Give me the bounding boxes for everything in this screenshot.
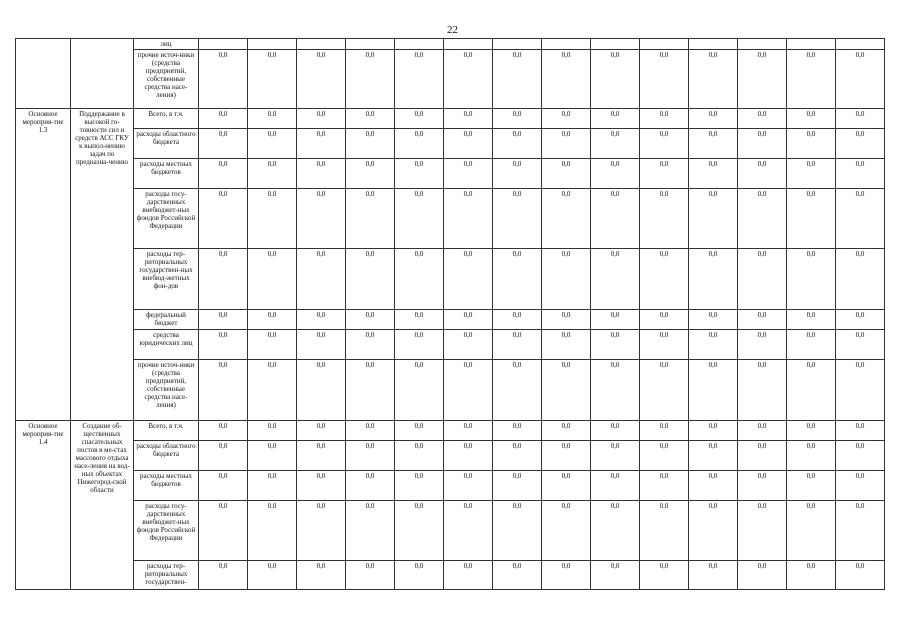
value-cell: 0,0	[395, 360, 444, 421]
value-cell: 0,0	[444, 159, 493, 189]
value-cell: 0,0	[689, 421, 738, 441]
value-cell	[787, 39, 836, 50]
value-cell: 0,0	[836, 561, 885, 590]
value-cell: 0,0	[199, 249, 248, 310]
table-row	[16, 421, 885, 441]
value-cell: 0,0	[493, 189, 542, 249]
value-cell: 0,0	[591, 360, 640, 421]
value-cell: 0,0	[493, 441, 542, 471]
value-cell: 0,0	[297, 109, 346, 129]
value-cell: 0,0	[591, 159, 640, 189]
value-cell: 0,0	[395, 249, 444, 310]
value-cell: 0,0	[836, 441, 885, 471]
value-cell: 0,0	[542, 129, 591, 159]
value-cell: 0,0	[248, 310, 297, 330]
value-cell: 0,0	[248, 50, 297, 109]
value-cell: 0,0	[591, 330, 640, 360]
value-cell: 0,0	[493, 109, 542, 129]
table-row	[16, 501, 885, 561]
value-cell: 0,0	[738, 189, 787, 249]
value-cell: 0,0	[787, 360, 836, 421]
value-cell: 0,0	[738, 330, 787, 360]
funding-source-cell: расходы госу-дарственных внебюджет-ных фондов Российской Федерации	[134, 189, 199, 249]
value-cell: 0,0	[640, 109, 689, 129]
value-cell: 0,0	[346, 471, 395, 501]
table-row	[16, 441, 885, 471]
value-cell: 0,0	[346, 189, 395, 249]
value-cell: 0,0	[591, 501, 640, 561]
value-cell: 0,0	[346, 249, 395, 310]
value-cell: 0,0	[444, 421, 493, 441]
value-cell: 0,0	[248, 360, 297, 421]
value-cell: 0,0	[640, 441, 689, 471]
page-number: 22	[447, 24, 458, 36]
value-cell: 0,0	[640, 471, 689, 501]
value-cell: 0,0	[689, 501, 738, 561]
value-cell: 0,0	[395, 109, 444, 129]
value-cell	[248, 39, 297, 50]
value-cell: 0,0	[836, 360, 885, 421]
value-cell: 0,0	[199, 50, 248, 109]
value-cell: 0,0	[248, 189, 297, 249]
value-cell: 0,0	[346, 159, 395, 189]
value-cell: 0,0	[689, 159, 738, 189]
value-cell: 0,0	[591, 561, 640, 590]
value-cell: 0,0	[248, 501, 297, 561]
funding-source-cell: расходы областного бюджета	[134, 441, 199, 471]
value-cell: 0,0	[542, 421, 591, 441]
value-cell: 0,0	[346, 109, 395, 129]
value-cell: 0,0	[444, 360, 493, 421]
value-cell: 0,0	[199, 421, 248, 441]
value-cell: 0,0	[346, 441, 395, 471]
value-cell: 0,0	[836, 129, 885, 159]
funding-source-cell: расходы местных бюджетов	[134, 471, 199, 501]
value-cell: 0,0	[297, 310, 346, 330]
value-cell: 0,0	[346, 360, 395, 421]
value-cell: 0,0	[836, 249, 885, 310]
value-cell: 0,0	[395, 501, 444, 561]
value-cell: 0,0	[199, 189, 248, 249]
funding-source-cell: расходы областного бюджета	[134, 129, 199, 159]
value-cell: 0,0	[738, 159, 787, 189]
value-cell: 0,0	[689, 360, 738, 421]
value-cell: 0,0	[248, 561, 297, 590]
value-cell: 0,0	[297, 50, 346, 109]
value-cell: 0,0	[787, 249, 836, 310]
value-cell: 0,0	[542, 330, 591, 360]
value-cell: 0,0	[493, 471, 542, 501]
value-cell: 0,0	[444, 441, 493, 471]
value-cell: 0,0	[248, 109, 297, 129]
value-cell: 0,0	[640, 50, 689, 109]
value-cell: 0,0	[444, 310, 493, 330]
value-cell: 0,0	[199, 360, 248, 421]
value-cell: 0,0	[248, 471, 297, 501]
value-cell: 0,0	[493, 501, 542, 561]
value-cell: 0,0	[493, 561, 542, 590]
value-cell: 0,0	[542, 360, 591, 421]
value-cell: 0,0	[640, 330, 689, 360]
value-cell: 0,0	[640, 249, 689, 310]
value-cell: 0,0	[199, 109, 248, 129]
value-cell: 0,0	[395, 129, 444, 159]
value-cell: 0,0	[395, 310, 444, 330]
value-cell: 0,0	[395, 421, 444, 441]
value-cell: 0,0	[199, 471, 248, 501]
value-cell: 0,0	[248, 249, 297, 310]
value-cell: 0,0	[640, 360, 689, 421]
value-cell: 0,0	[787, 50, 836, 109]
table-row	[16, 360, 885, 421]
value-cell: 0,0	[346, 501, 395, 561]
value-cell: 0,0	[395, 471, 444, 501]
table-row	[16, 39, 885, 50]
value-cell: 0,0	[738, 441, 787, 471]
value-cell: 0,0	[640, 561, 689, 590]
value-cell: 0,0	[689, 109, 738, 129]
value-cell: 0,0	[444, 561, 493, 590]
description-cell: Поддержание в высокой го-товности сил и средств АСС ГКУ к выпол-нению задач по предназна-чению	[71, 109, 134, 421]
value-cell: 0,0	[542, 189, 591, 249]
value-cell	[738, 39, 787, 50]
value-cell: 0,0	[836, 310, 885, 330]
funding-source-cell: прочие источ-ники (средства предприятий, собственные средства насе-ления)	[134, 360, 199, 421]
value-cell: 0,0	[493, 310, 542, 330]
description-cell: Создание об-щественных спасательных постов в ме-стах массового отдыха насе-ления на вод-ных объектах Нижегород-ской области	[71, 421, 134, 590]
value-cell: 0,0	[640, 310, 689, 330]
value-cell: 0,0	[395, 159, 444, 189]
funding-source-cell: расходы тер-риториальных государствен-	[134, 561, 199, 590]
value-cell: 0,0	[689, 249, 738, 310]
value-cell: 0,0	[787, 421, 836, 441]
value-cell: 0,0	[689, 441, 738, 471]
value-cell: 0,0	[542, 501, 591, 561]
value-cell: 0,0	[689, 310, 738, 330]
value-cell: 0,0	[836, 159, 885, 189]
value-cell: 0,0	[493, 421, 542, 441]
table-row	[16, 189, 885, 249]
table-row	[16, 561, 885, 590]
value-cell: 0,0	[199, 129, 248, 159]
value-cell: 0,0	[591, 189, 640, 249]
description-cell	[71, 39, 134, 109]
value-cell: 0,0	[297, 159, 346, 189]
value-cell	[395, 39, 444, 50]
value-cell	[297, 39, 346, 50]
funding-source-cell: расходы тер-риториальных государствен-ных внебюд-жетных фон-дов	[134, 249, 199, 310]
value-cell: 0,0	[689, 330, 738, 360]
value-cell: 0,0	[444, 501, 493, 561]
value-cell: 0,0	[444, 189, 493, 249]
value-cell: 0,0	[738, 109, 787, 129]
table-row	[16, 50, 885, 109]
value-cell: 0,0	[738, 310, 787, 330]
value-cell: 0,0	[542, 109, 591, 129]
value-cell: 0,0	[493, 50, 542, 109]
value-cell: 0,0	[493, 249, 542, 310]
value-cell: 0,0	[542, 310, 591, 330]
value-cell: 0,0	[346, 50, 395, 109]
value-cell: 0,0	[395, 561, 444, 590]
value-cell: 0,0	[199, 441, 248, 471]
value-cell: 0,0	[542, 249, 591, 310]
value-cell: 0,0	[689, 129, 738, 159]
value-cell: 0,0	[444, 330, 493, 360]
value-cell: 0,0	[248, 330, 297, 360]
value-cell: 0,0	[787, 159, 836, 189]
value-cell: 0,0	[542, 561, 591, 590]
value-cell: 0,0	[248, 129, 297, 159]
value-cell: 0,0	[444, 109, 493, 129]
value-cell: 0,0	[297, 421, 346, 441]
value-cell	[346, 39, 395, 50]
value-cell: 0,0	[738, 471, 787, 501]
value-cell: 0,0	[787, 561, 836, 590]
funding-source-cell: Всего, в т.ч.	[134, 421, 199, 441]
value-cell: 0,0	[640, 159, 689, 189]
value-cell: 0,0	[199, 159, 248, 189]
funding-source-cell: средства юридических лиц	[134, 330, 199, 360]
value-cell: 0,0	[640, 129, 689, 159]
value-cell: 0,0	[689, 471, 738, 501]
value-cell: 0,0	[689, 50, 738, 109]
value-cell: 0,0	[640, 421, 689, 441]
value-cell: 0,0	[787, 310, 836, 330]
value-cell: 0,0	[297, 441, 346, 471]
value-cell	[591, 39, 640, 50]
value-cell: 0,0	[346, 330, 395, 360]
value-cell: 0,0	[787, 330, 836, 360]
value-cell: 0,0	[738, 501, 787, 561]
value-cell: 0,0	[493, 129, 542, 159]
value-cell: 0,0	[738, 360, 787, 421]
value-cell: 0,0	[689, 561, 738, 590]
value-cell: 0,0	[591, 471, 640, 501]
value-cell: 0,0	[199, 561, 248, 590]
value-cell: 0,0	[297, 129, 346, 159]
value-cell: 0,0	[297, 249, 346, 310]
value-cell: 0,0	[395, 189, 444, 249]
value-cell: 0,0	[836, 421, 885, 441]
budget-table	[15, 38, 885, 590]
value-cell: 0,0	[689, 189, 738, 249]
table-row	[16, 310, 885, 330]
value-cell: 0,0	[444, 471, 493, 501]
value-cell: 0,0	[836, 501, 885, 561]
value-cell: 0,0	[395, 441, 444, 471]
value-cell: 0,0	[591, 441, 640, 471]
value-cell: 0,0	[836, 471, 885, 501]
value-cell: 0,0	[738, 50, 787, 109]
funding-source-cell: прочие источ-ники (средства предприятий, собственные средства насе-ления)	[134, 50, 199, 109]
value-cell: 0,0	[836, 109, 885, 129]
activity-cell: Основное мероприя-тие 1.4	[16, 421, 71, 590]
value-cell: 0,0	[346, 561, 395, 590]
value-cell: 0,0	[738, 249, 787, 310]
value-cell: 0,0	[493, 360, 542, 421]
value-cell: 0,0	[444, 50, 493, 109]
value-cell: 0,0	[591, 129, 640, 159]
value-cell: 0,0	[640, 189, 689, 249]
value-cell: 0,0	[395, 330, 444, 360]
value-cell: 0,0	[591, 50, 640, 109]
value-cell	[444, 39, 493, 50]
value-cell: 0,0	[444, 249, 493, 310]
funding-source-cell: федеральный бюджет	[134, 310, 199, 330]
funding-source-cell: Всего, в т.ч.	[134, 109, 199, 129]
activity-cell	[16, 39, 71, 109]
value-cell: 0,0	[787, 129, 836, 159]
value-cell: 0,0	[199, 501, 248, 561]
value-cell: 0,0	[738, 561, 787, 590]
value-cell: 0,0	[444, 129, 493, 159]
value-cell: 0,0	[640, 501, 689, 561]
funding-source-cell: лиц	[134, 39, 199, 50]
value-cell: 0,0	[787, 189, 836, 249]
table-row	[16, 159, 885, 189]
value-cell: 0,0	[297, 471, 346, 501]
value-cell: 0,0	[199, 330, 248, 360]
value-cell: 0,0	[297, 561, 346, 590]
value-cell: 0,0	[836, 330, 885, 360]
value-cell: 0,0	[591, 421, 640, 441]
value-cell: 0,0	[346, 421, 395, 441]
value-cell: 0,0	[542, 159, 591, 189]
value-cell: 0,0	[248, 441, 297, 471]
value-cell: 0,0	[591, 109, 640, 129]
value-cell: 0,0	[493, 159, 542, 189]
table-row	[16, 109, 885, 129]
value-cell: 0,0	[346, 310, 395, 330]
value-cell: 0,0	[248, 421, 297, 441]
value-cell: 0,0	[542, 471, 591, 501]
value-cell: 0,0	[199, 310, 248, 330]
value-cell: 0,0	[346, 129, 395, 159]
value-cell: 0,0	[787, 109, 836, 129]
funding-source-cell: расходы местных бюджетов	[134, 159, 199, 189]
value-cell: 0,0	[787, 441, 836, 471]
value-cell: 0,0	[591, 310, 640, 330]
value-cell	[542, 39, 591, 50]
value-cell: 0,0	[297, 360, 346, 421]
value-cell: 0,0	[395, 50, 444, 109]
table-row	[16, 129, 885, 159]
value-cell: 0,0	[836, 189, 885, 249]
value-cell: 0,0	[493, 330, 542, 360]
activity-cell: Основное мероприя-тие 1.3	[16, 109, 71, 421]
funding-source-cell: расходы госу-дарственных внебюджет-ных фондов Российской Федерации	[134, 501, 199, 561]
value-cell: 0,0	[542, 50, 591, 109]
table-row	[16, 471, 885, 501]
value-cell: 0,0	[787, 501, 836, 561]
value-cell: 0,0	[738, 129, 787, 159]
table-row	[16, 249, 885, 310]
value-cell: 0,0	[591, 249, 640, 310]
value-cell: 0,0	[248, 159, 297, 189]
value-cell	[199, 39, 248, 50]
value-cell	[493, 39, 542, 50]
value-cell: 0,0	[836, 50, 885, 109]
value-cell: 0,0	[297, 501, 346, 561]
table-row	[16, 330, 885, 360]
value-cell: 0,0	[542, 441, 591, 471]
value-cell: 0,0	[297, 189, 346, 249]
value-cell: 0,0	[738, 421, 787, 441]
value-cell	[836, 39, 885, 50]
value-cell	[689, 39, 738, 50]
value-cell: 0,0	[787, 471, 836, 501]
value-cell	[640, 39, 689, 50]
value-cell: 0,0	[297, 330, 346, 360]
